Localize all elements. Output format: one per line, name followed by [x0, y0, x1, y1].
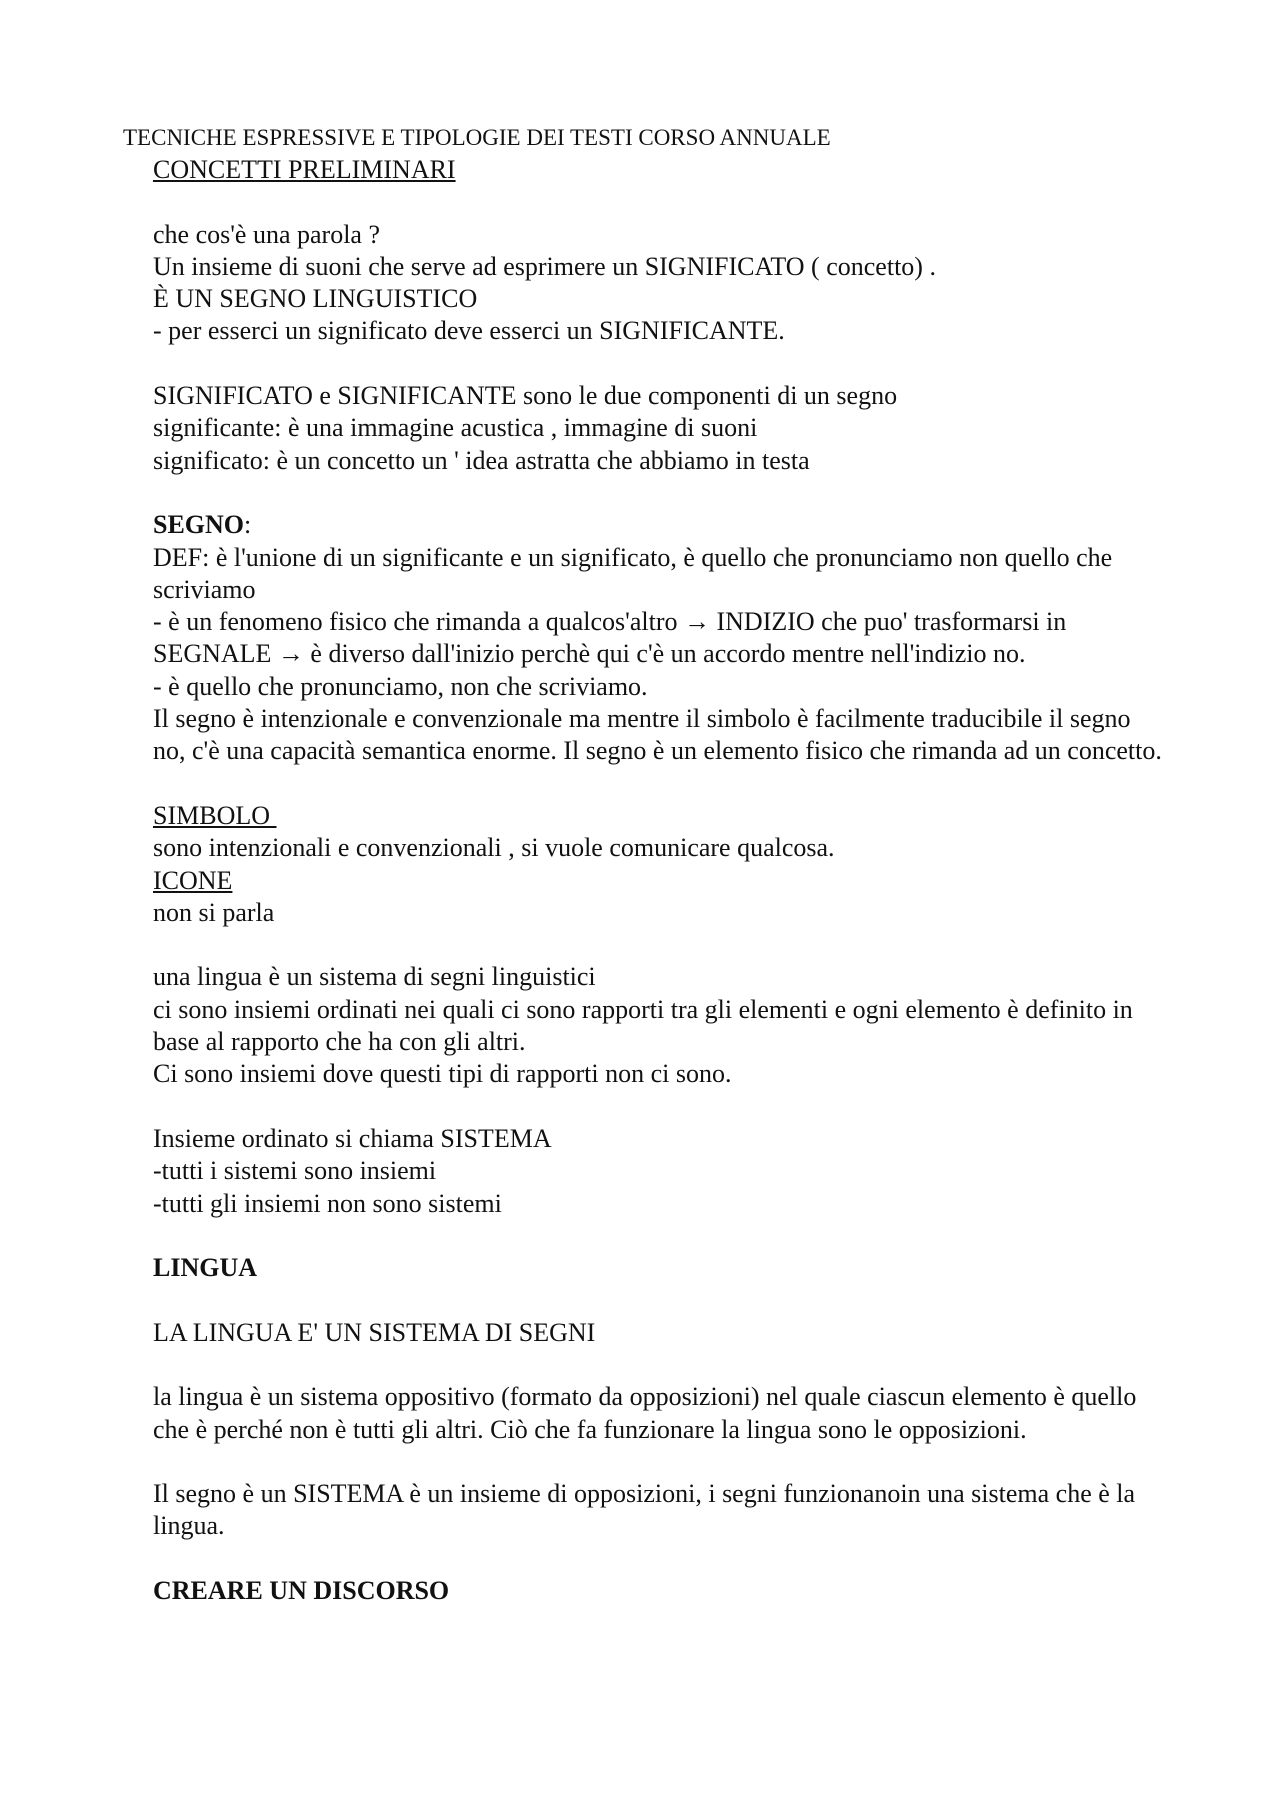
spacer: [153, 477, 1163, 509]
icone-heading: ICONE: [153, 865, 233, 895]
sistema-line-1: Insieme ordinato si chiama SISTEMA: [153, 1123, 552, 1153]
document-title: TECNICHE ESPRESSIVE E TIPOLOGIE DEI TESTI CORSO ANNUALE: [123, 125, 831, 150]
segno-heading: SEGNO: [153, 510, 245, 540]
componenti-line-2: significante: è una immagine acustica , immagine di suoni: [153, 413, 758, 443]
lingua-subheading: LA LINGUA E' UN SISTEMA DI SEGNI: [153, 1317, 596, 1347]
spacer: [153, 1220, 1163, 1252]
spacer: [153, 1091, 1163, 1123]
lingua-paragraph-2: Il segno è un SISTEMA è un insieme di opposizioni, i segni funzionanoin una sistema che è la lingua.: [153, 1479, 1136, 1541]
spacer: [153, 1284, 1163, 1316]
icone-heading-line: [153, 865, 1163, 897]
sistema-line-3: -tutti gli insiemi non sono sistemi: [153, 1188, 502, 1218]
segno-heading-colon: :: [244, 510, 252, 540]
componenti-line-1: SIGNIFICATO e SIGNIFICANTE sono le due componenti di un segno: [153, 381, 898, 411]
spacer: [153, 929, 1163, 961]
lingua-paragraph-1: la lingua è un sistema oppositivo (formato da opposizioni) nel quale ciascun elemento è quello che è perché non è tutti gli altri. Ciò che fa funzionare la lingua sono le opposizioni.: [153, 1382, 1137, 1444]
discorso-heading: CREARE UN DISCORSO: [153, 1576, 450, 1606]
segno-fenomeno: - è un fenomeno fisico che rimanda a qualcos'altro → INDIZIO che puo' trasformarsi in SEGNALE → è diverso dall'inizio perchè qui c'è un accordo mentre nell'indizio no.: [153, 607, 1067, 669]
lingua-sistema-line-2: ci sono insiemi ordinati nei quali ci sono rapporti tra gli elementi e ogni elemento è definito in base al rapporto che ha con gli altri.: [153, 994, 1133, 1057]
parola-statement: È UN SEGNO LINGUISTICO: [153, 284, 478, 314]
icone-text: non si parla: [153, 897, 275, 927]
parola-question: che cos'è una parola ?: [153, 219, 381, 249]
simbolo-heading-line: [153, 800, 1163, 832]
segno-pronunciamo: - è quello che pronunciamo, non che scriviamo.: [153, 671, 648, 701]
spacer: [153, 1446, 1163, 1478]
lingua-sistema-line-3: Ci sono insiemi dove questi tipi di rapporti non ci sono.: [153, 1059, 732, 1089]
document-body: [153, 154, 1163, 1607]
segno-paragraph: Il segno è intenzionale e convenzionale ma mentre il simbolo è facilmente traducibile il segno no, c'è una capacità semantica enorme. Il segno è un elemento fisico che rimanda ad un concetto.: [153, 704, 1162, 766]
spacer: [153, 1543, 1163, 1575]
spacer: [153, 768, 1163, 800]
parola-answer: Un insieme di suoni che serve ad esprimere un SIGNIFICATO ( concetto) .: [153, 251, 936, 281]
section-heading-concetti: CONCETTI PRELIMINARI: [153, 155, 456, 184]
spacer: [153, 1349, 1163, 1381]
parola-note: - per esserci un significato deve esserci un SIGNIFICANTE.: [153, 316, 785, 346]
sistema-line-2: -tutti i sistemi sono insiemi: [153, 1156, 437, 1186]
segno-heading-line: [153, 509, 1163, 541]
componenti-line-3: significato: è un concetto un ' idea astratta che abbiamo in testa: [153, 445, 810, 475]
simbolo-heading: SIMBOLO: [153, 800, 277, 830]
lingua-sistema-line-1: una lingua è un sistema di segni linguistici: [153, 962, 596, 992]
spacer: [153, 186, 1163, 218]
spacer: [153, 348, 1163, 380]
segno-definition: DEF: è l'unione di un significante e un significato, è quello che pronunciamo non quello che scriviamo: [153, 542, 1113, 604]
simbolo-text: sono intenzionali e convenzionali , si vuole comunicare qualcosa.: [153, 833, 835, 863]
lingua-heading: LINGUA: [153, 1253, 258, 1283]
